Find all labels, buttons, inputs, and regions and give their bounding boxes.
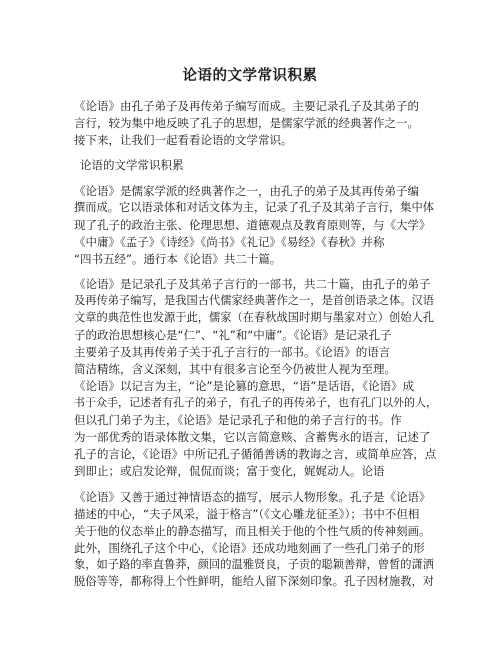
text-line: 孔子的言论，《论语》中所记孔子循循善诱的教诲之言，或简单应答，点 [74, 447, 437, 461]
text-line: 撰而成。它以语录体和对话文体为主，记录了孔子及其弟子言行，集中体 [74, 201, 435, 214]
section-heading: 论语的文学常识积累 [80, 158, 184, 172]
text-line: 描述的中心，“夫子风采，溢于格言”（《文心雕龙征圣》）；书中不但相 [74, 507, 420, 521]
text-line: 接下来，让我们一起看看论语的文学常识。 [74, 133, 293, 147]
text-line: 到即止；或启发论辩，侃侃而谈；富于变化，娓娓动人。论语 [74, 464, 385, 478]
text-line: 《论语》又善于通过神情语态的描写，展示人物形象。孔子是《论语》 [74, 490, 431, 504]
text-line: 《论语》是儒家学派的经典著作之一，由孔子的弟子及其再传弟子编 [74, 184, 419, 198]
text-line: 象，如子路的率直鲁莽，颜回的温雅贤良，子贡的聪颖善辩，曾皙的潇洒 [74, 558, 435, 571]
text-line: 《论语》由孔子弟子及再传弟子编写而成。主要记录孔子及其弟子的 [74, 99, 419, 113]
text-line: 为一部优秀的语录体散文集，它以言简意赅、含蓄隽永的语言，记述了 [74, 430, 431, 444]
text-line: 文章的典范性也发源于此，儒家（在春秋战国时期与墨家对立）创始人孔 [74, 311, 435, 324]
text-line: 但以孔门弟子为主，《论语》是记录孔子和他的弟子言行的书。作 [74, 413, 402, 427]
text-line: 主要弟子及其再传弟子关于孔子言行的一部书。《论语》的语言 [74, 345, 391, 359]
text-line: 《论语》是记录孔子及其弟子言行的一部书，共二十篇，由孔子的弟子 [74, 277, 431, 291]
text-line: 《中庸》《孟子》《诗经》《尚书》《礼记》《易经》《春秋》并称 [74, 235, 385, 249]
text-line: 言行，较为集中地反映了孔子的思想，是儒家学派的经典著作之一。 [74, 116, 419, 130]
text-line: 现了孔子的政治主张、伦理思想、道德观点及教育原则等，与《大学》 [74, 218, 431, 232]
text-line: 关于他的仪态举止的静态描写，而且相关于他的个性气质的传神刻画。 [74, 524, 431, 538]
text-line: 此外，围绕孔子这个中心，《论语》还成功地刻画了一些孔门弟子的形 [74, 541, 425, 555]
text-line: 子的政治思想核心是“仁”、“礼”和“中庸”。《论语》是记录孔子 [74, 328, 392, 342]
text-line: 及再传弟子编写，是我国古代儒家经典著作之一，是首创语录之体。汉语 [74, 294, 435, 307]
text-line: 简洁精练，含义深刻，其中有很多言论至今仍被世人视为至理。 [74, 362, 396, 376]
text-line: 《论语》以记言为主，“论”是论篡的意思，“语”是话语，《论语》成 [74, 379, 415, 393]
text-line: 书于众手，记述者有孔子的弟子，有孔子的再传弟子，也有孔门以外的人， [74, 396, 437, 409]
text-line: 脱俗等等，都称得上个性鲜明，能给人留下深刻印象。孔子因材施教，对 [74, 575, 435, 588]
text-line: “四书五经”。通行本《论语》共二十篇。 [74, 252, 282, 266]
document-title: 论语的文学常识积累 [182, 68, 318, 84]
